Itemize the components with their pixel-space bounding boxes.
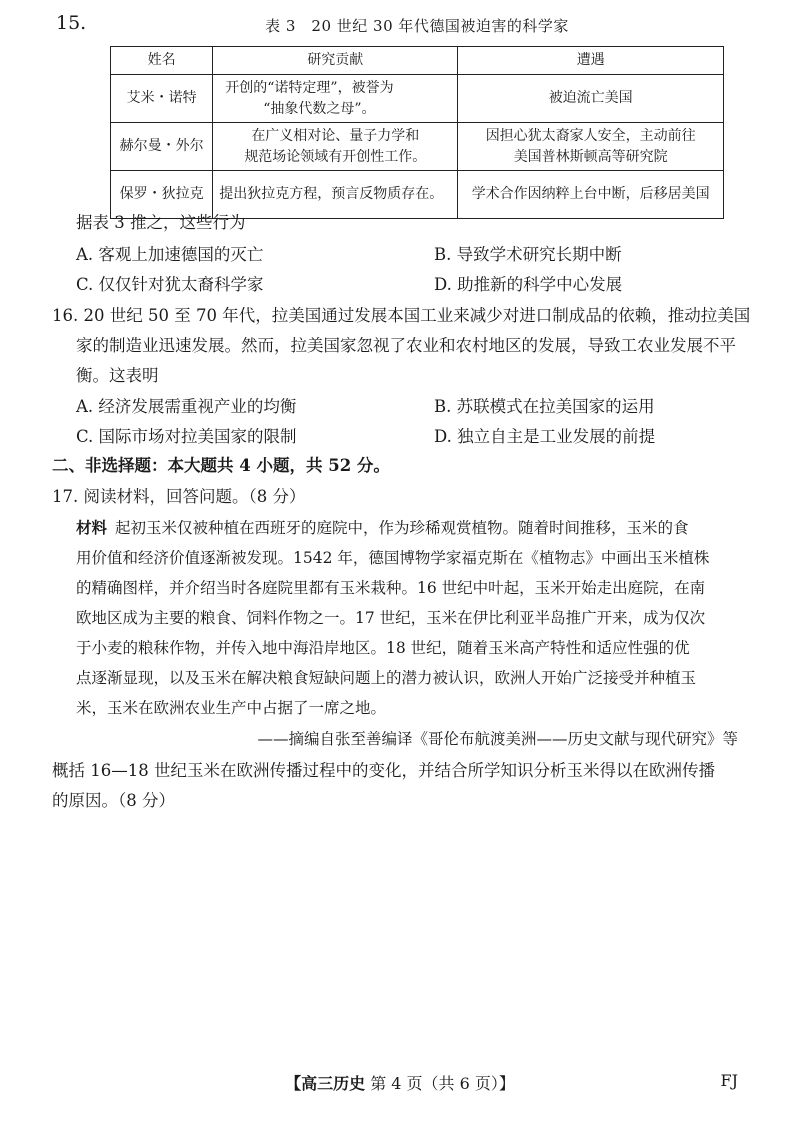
question-16-line: 16. 20 世纪 50 至 70 年代，拉美国通过发展本国工业来减少对进口制成品的依赖，推动拉美国	[52, 306, 751, 325]
contribution-cell	[213, 75, 458, 123]
table-3-caption: 表 3 20 世纪 30 年代德国被迫害的科学家	[265, 17, 569, 35]
q16-option-d: D. 独立自主是工业发展的前提	[434, 427, 656, 446]
fate-cell	[458, 75, 724, 123]
question-16-line: 家的制造业迅速发展。然而，拉美国家忽视了农业和农村地区的发展，导致工农业发展不平	[76, 336, 736, 355]
question-15-stem: 据表 3 推之，这些行为	[76, 213, 246, 232]
material-line	[76, 516, 689, 540]
header-name: 姓名	[111, 47, 213, 75]
contribution-line: 在广义相对论、量子力学和	[251, 127, 420, 144]
footer-page: 第 4 页（共 6 页）】	[370, 1074, 515, 1093]
question-17-prompt: 概括 16—18 世纪玉米在欧洲传播过程中的变化，并结合所学知识分析玉米得以在欧洲传播	[52, 761, 715, 780]
fate-cell	[458, 123, 724, 171]
table-row	[111, 75, 724, 123]
q15-option-b: B. 导致学术研究长期中断	[434, 245, 622, 264]
table-row	[111, 123, 724, 171]
q15-option-d: D. 助推新的科学中心发展	[434, 275, 623, 294]
question-16-line: 衡。这表明	[76, 366, 159, 385]
material-label: 材料	[76, 518, 108, 537]
contribution-line: 规范场论领域有开创性工作。	[244, 148, 427, 165]
header-contribution: 研究贡献	[213, 47, 458, 75]
q16-option-c: C. 国际市场对拉美国家的限制	[76, 427, 297, 446]
material-text: 起初玉米仅被种植在西班牙的庭院中，作为珍稀观赏植物。随着时间推移，玉米的食	[115, 519, 689, 537]
q16-option-a: A. 经济发展需重视产业的均衡	[76, 397, 297, 416]
material-line: 点逐渐显现，以及玉米在解决粮食短缺问题上的潜力被认识，欧洲人开始广泛接受并种植玉	[76, 669, 697, 687]
scientist-name: 艾米・诺特	[111, 75, 213, 123]
fate-cell	[458, 171, 724, 219]
fate-line: 学术合作因纳粹上台中断，后移居美国	[471, 186, 710, 202]
q15-option-a: A. 客观上加速德国的灭亡	[76, 245, 264, 264]
question-17-intro: 17. 阅读材料，回答问题。（8 分）	[52, 487, 306, 506]
material-line: 欧地区成为主要的粮食、饲料作物之一。17 世纪，玉米在伊比利亚半岛推广开来，成为仅次	[76, 609, 706, 627]
material-source: ——摘编自张至善编译《哥伦布航渡美洲——历史文献与现代研究》等	[257, 730, 738, 748]
scientist-name: 赫尔曼・外尔	[111, 123, 213, 171]
table-header-row	[111, 47, 724, 75]
material-line: 于小麦的粮秣作物，并传入地中海沿岸地区。18 世纪，随着玉米高产特性和适应性强的优	[76, 639, 690, 657]
section-2-heading: 二、非选择题：本大题共 4 小题，共 52 分。	[52, 456, 390, 475]
q15-option-c: C. 仅仅针对犹太裔科学家	[76, 275, 264, 294]
fate-line: 因担心犹太裔家人安全，主动前往	[485, 127, 696, 144]
footer-subject: 【高三历史	[285, 1074, 366, 1093]
q16-option-b: B. 苏联模式在拉美国家的运用	[434, 397, 655, 416]
fate-line: 美国普林斯顿高等研究院	[513, 148, 668, 165]
contribution-line: “抽象代数之母”。	[263, 100, 376, 117]
material-line: 的精确图样，并介绍当时各庭院里都有玉米栽种。16 世纪中叶起，玉米开始走出庭院，在南	[76, 579, 706, 597]
page-footer	[0, 1071, 800, 1094]
footer-code: FJ	[720, 1071, 738, 1090]
material-line: 用价值和经济价值逐渐被发现。1542 年，德国博物学家福克斯在《植物志》中画出玉米植株	[76, 549, 710, 567]
scientist-name: 保罗・狄拉克	[111, 171, 213, 219]
contribution-line: 开创的“诺特定理”，被誉为	[225, 79, 394, 96]
fate-line: 被迫流亡美国	[548, 90, 633, 106]
question-15-number: 15.	[56, 12, 87, 34]
material-line: 米，玉米在欧洲农业生产中占据了一席之地。	[76, 699, 387, 717]
header-fate: 遭遇	[458, 47, 724, 75]
contribution-cell	[213, 123, 458, 171]
contribution-line: 提出狄拉克方程，预言反物质存在。	[219, 186, 444, 202]
table-3	[110, 46, 724, 219]
question-17-prompt: 的原因。（8 分）	[52, 791, 175, 810]
contribution-cell	[213, 171, 458, 219]
